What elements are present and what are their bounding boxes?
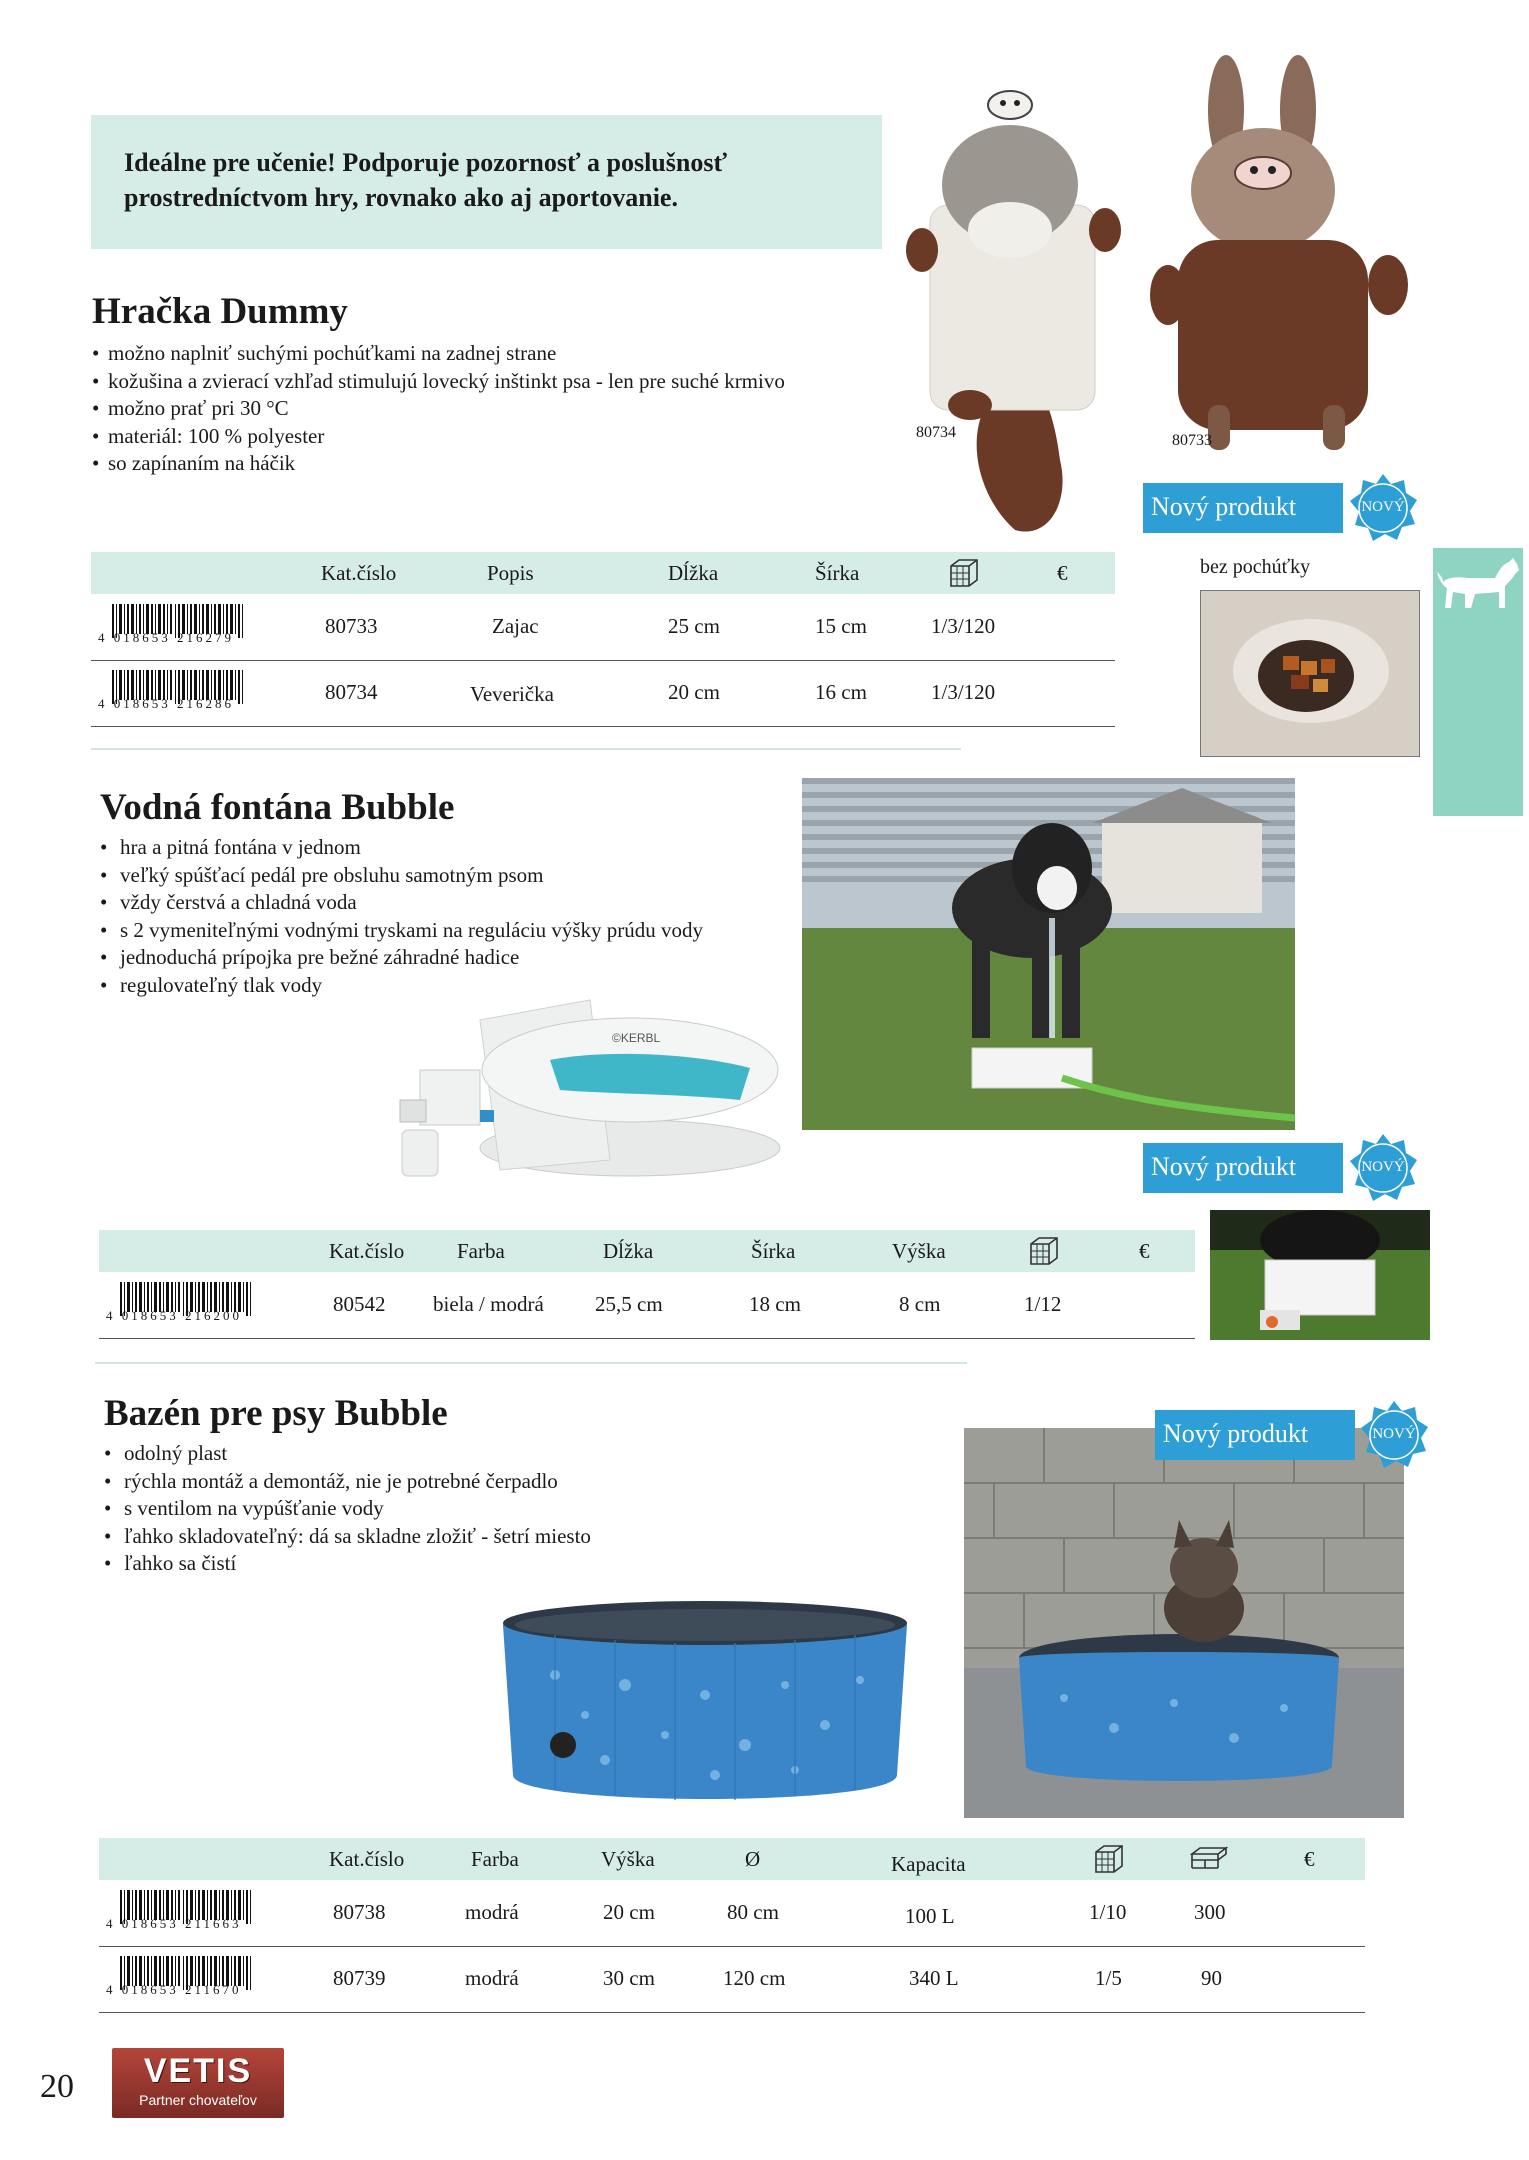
col-header: Ø	[745, 1847, 761, 1871]
cell-pack: 1/10	[1089, 1900, 1127, 1924]
col-header: Šírka	[815, 561, 860, 585]
cell-pack: 1/3/120	[931, 680, 996, 704]
dog-in-pool-photo	[964, 1428, 1404, 1818]
new-product-badge-text: Nový produkt	[1163, 1419, 1309, 1448]
bullet: • vždy čerstvá a chladná voda	[100, 889, 780, 917]
fountain-detail-photo	[1210, 1210, 1430, 1340]
bullet: • rýchla montáž a demontáž, nie je potrebné čerpadlo	[104, 1468, 724, 1496]
page-number: 20	[40, 2068, 74, 2105]
image-caption-80733: 80733	[1172, 432, 1212, 449]
table-header-pool	[99, 1838, 1365, 1880]
cell-width: 16 cm	[815, 680, 867, 704]
side-caption: bez pochúťky	[1200, 556, 1311, 578]
bullet: • odolný plast	[104, 1440, 724, 1468]
cell-length: 20 cm	[668, 680, 720, 704]
cell-capacity: 100 L	[905, 1904, 955, 1928]
device-brand: ©KERBL	[612, 1031, 661, 1045]
cell-capacity: 340 L	[909, 1966, 959, 1990]
bullet: • jednoduchá prípojka pre bežné záhradné hadice	[100, 944, 780, 972]
box-icon	[1027, 1234, 1061, 1268]
col-header: Kat.číslo	[329, 1847, 405, 1871]
cell-height: 30 cm	[603, 1966, 655, 1990]
bullet: • možno prať pri 30 °C	[92, 395, 892, 423]
logo-text: VETIS	[143, 2052, 253, 2090]
bullet: • materiál: 100 % polyester	[92, 423, 892, 451]
category-side-tab	[1433, 548, 1523, 816]
col-header: Farba	[471, 1847, 519, 1871]
table-header-fountain	[99, 1230, 1195, 1272]
box-icon	[1092, 1842, 1126, 1876]
intro-box	[91, 115, 882, 249]
barcode-number: 4 018653 216286	[98, 696, 234, 711]
bullet: • ľahko skladovateľný: dá sa skladne zložiť - šetrí miesto	[104, 1523, 724, 1551]
col-header-euro: €	[1139, 1239, 1150, 1263]
cell-color: modrá	[465, 1966, 519, 1990]
cell-diameter: 120 cm	[723, 1966, 786, 1990]
product-title-pool: Bazén pre psy Bubble	[104, 1393, 448, 1434]
col-header-euro: €	[1304, 1847, 1315, 1871]
cell-pallet: 90	[1201, 1966, 1222, 1990]
cell-color: biela / modrá	[433, 1292, 544, 1316]
bullet: • so zapínaním na háčik	[92, 450, 892, 478]
cell-pallet: 300	[1194, 1900, 1226, 1924]
fountain-device-image	[380, 990, 785, 1190]
bullet: • hra a pitná fontána v jednom	[100, 834, 780, 862]
cell-pack: 1/12	[1024, 1292, 1062, 1316]
table-row	[99, 1880, 1365, 1947]
new-sticker	[1347, 472, 1419, 544]
col-header: Kat.číslo	[329, 1239, 405, 1263]
cell-color: modrá	[465, 1900, 519, 1924]
col-header: Výška	[601, 1847, 655, 1871]
cell-cat: 80739	[333, 1966, 386, 1990]
cell-cat: 80733	[325, 614, 378, 638]
cell-width: 18 cm	[749, 1292, 801, 1316]
col-header: Kat.číslo	[321, 561, 397, 585]
cell-pack: 1/3/120	[931, 614, 996, 638]
bullet: • s 2 vymeniteľnými vodnými tryskami na reguláciu výšky prúdu vody	[100, 917, 780, 945]
toy-pocket-image	[1200, 590, 1420, 757]
col-header: Farba	[457, 1239, 505, 1263]
cell-height: 8 cm	[899, 1292, 941, 1316]
cell-cat: 80734	[325, 680, 378, 704]
intro-text: Ideálne pre učenie! Podporuje pozornosť a poslušnosť prostredníctvom hry, rovnako ako aj aportovanie.	[124, 148, 728, 212]
new-sticker	[1347, 1132, 1419, 1204]
logo-tagline: Partner chovateľov	[139, 2092, 257, 2108]
cell-desc: Zajac	[492, 614, 539, 638]
col-header: Výška	[892, 1239, 946, 1263]
box-icon	[947, 556, 981, 590]
col-header: Šírka	[751, 1239, 796, 1263]
image-caption-80734: 80734	[916, 424, 956, 441]
product-bullets-fountain	[100, 834, 780, 999]
bullet: • možno naplniť suchými pochúťkami na zadnej strane	[92, 340, 892, 368]
product-bullets-pool	[104, 1440, 724, 1578]
barcode-number: 4 018653 216279	[98, 630, 234, 645]
new-product-badge	[1155, 1410, 1355, 1460]
cell-width: 15 cm	[815, 614, 867, 638]
cell-height: 20 cm	[603, 1900, 655, 1924]
cell-length: 25 cm	[668, 614, 720, 638]
new-sticker-text: NOVÝ	[1361, 499, 1405, 515]
squirrel-toy-image	[900, 70, 1150, 540]
dog-fountain-photo	[802, 778, 1295, 1130]
section-divider	[95, 1362, 967, 1364]
cell-pack: 1/5	[1095, 1966, 1122, 1990]
new-product-badge-text: Nový produkt	[1151, 492, 1297, 521]
rabbit-toy-image	[1148, 55, 1418, 460]
cell-desc: Veverička	[470, 682, 554, 706]
table-row	[91, 660, 1115, 727]
cell-length: 25,5 cm	[595, 1292, 663, 1316]
new-sticker	[1358, 1399, 1430, 1471]
col-header: Dĺžka	[668, 561, 719, 585]
barcode-number: 4 018653 216200	[106, 1308, 242, 1323]
table-header-dummy	[91, 552, 1115, 594]
new-sticker-text: NOVÝ	[1372, 1426, 1416, 1442]
bullet: • regulovateľný tlak vody	[100, 972, 780, 1000]
col-header: Dĺžka	[603, 1239, 654, 1263]
col-header: Kapacita	[891, 1852, 966, 1876]
pallet-icon	[1190, 1844, 1228, 1874]
col-header: Popis	[487, 561, 534, 585]
cell-cat: 80738	[333, 1900, 386, 1924]
table-row	[99, 1272, 1195, 1339]
cell-diameter: 80 cm	[727, 1900, 779, 1924]
dog-pool-image	[495, 1595, 915, 1815]
new-product-badge	[1143, 1143, 1343, 1193]
bullet: • veľký spúšťací pedál pre obsluhu samotným psom	[100, 862, 780, 890]
new-product-badge	[1143, 483, 1343, 533]
barcode-number: 4 018653 211670	[106, 1982, 242, 1997]
product-title-fountain: Vodná fontána Bubble	[100, 787, 455, 828]
table-row	[99, 1946, 1365, 2013]
bullet: • ľahko sa čistí	[104, 1550, 724, 1578]
new-sticker-text: NOVÝ	[1361, 1159, 1405, 1175]
bullet: • kožušina a zvierací vzhľad stimulujú lovecký inštinkt psa - len pre suché krmivo	[92, 368, 892, 396]
barcode-number: 4 018653 211663	[106, 1916, 242, 1931]
vetis-logo	[112, 2048, 284, 2118]
product-bullets-dummy	[92, 340, 892, 478]
bullet: • s ventilom na vypúšťanie vody	[104, 1495, 724, 1523]
new-product-badge-text: Nový produkt	[1151, 1152, 1297, 1181]
col-header-euro: €	[1057, 561, 1068, 585]
cell-cat: 80542	[333, 1292, 386, 1316]
product-title-dummy: Hračka Dummy	[92, 291, 348, 332]
table-row	[91, 594, 1115, 661]
section-divider	[91, 748, 961, 750]
dog-icon	[1433, 548, 1523, 628]
